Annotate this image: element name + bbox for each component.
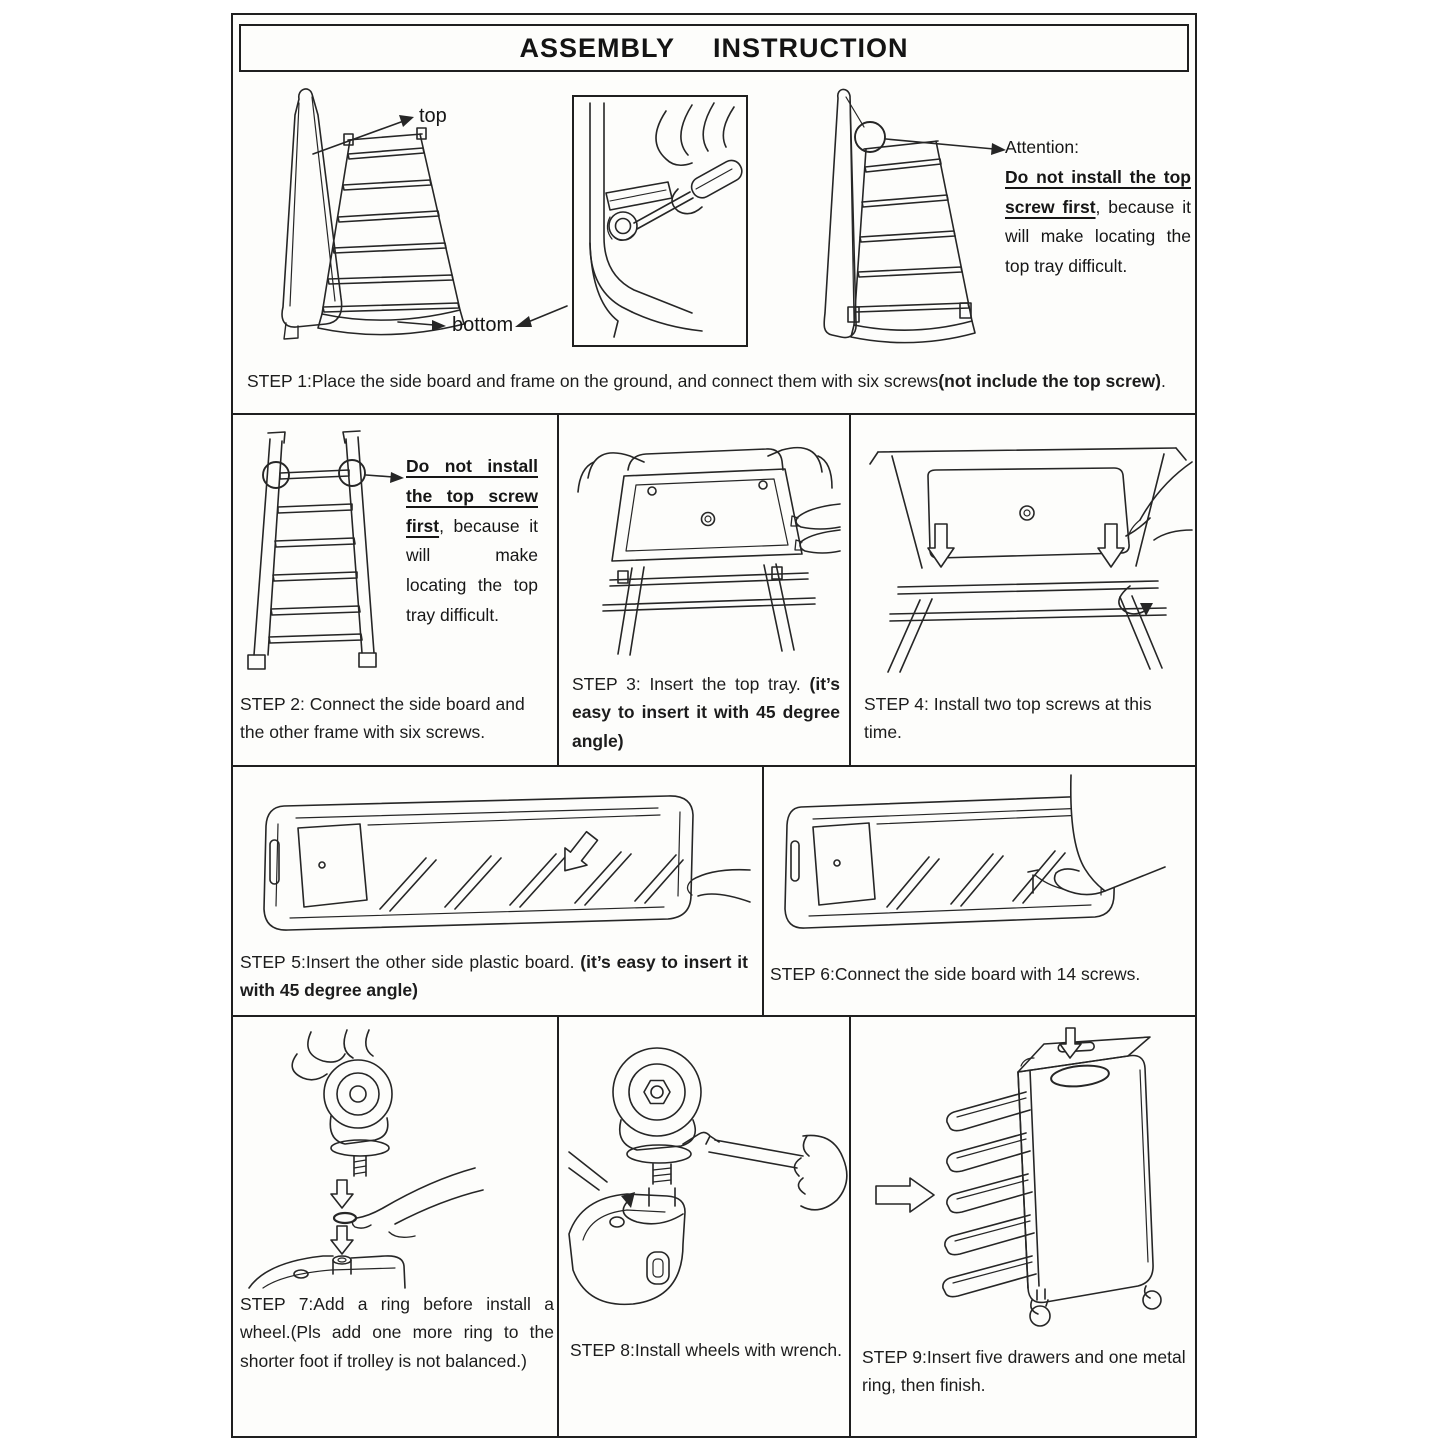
step6-shell-screws-illustration (765, 775, 1165, 950)
separator-line (557, 1015, 559, 1436)
step7-caption: STEP 7:Add a ring before install a wheel.(Pls add one more ring to the shorter foot if trolley is not balanced.) (240, 1294, 554, 1371)
step8-caption: STEP 8:Install wheels with wrench. (570, 1340, 843, 1360)
step1-caption: STEP 1:Place the side board and frame on the ground, and connect them with six screws(not include the top screw). (247, 371, 1166, 391)
step2-frame-illustration (240, 425, 405, 675)
rotate-arrow-icon (1119, 586, 1153, 616)
top-callout-arrow (313, 115, 414, 154)
step1-closeup-box (572, 95, 748, 347)
step2-note: Do not install the top screw first, because it will make locating the top tray difficult. (406, 456, 538, 625)
page-title: ASSEMBLY INSTRUCTION (519, 32, 909, 63)
down-arrow-icon (331, 1226, 353, 1254)
step6-caption: STEP 6:Connect the side board with 14 screws. (770, 964, 1141, 984)
step8-wheel-wrench-illustration (565, 1032, 847, 1322)
note-callout-arrow (366, 472, 404, 483)
insert-arrow-icon (554, 827, 603, 879)
metal-ring (1050, 1063, 1110, 1089)
step2-caption: STEP 2: Connect the side board and the other frame with six screws. (240, 694, 525, 743)
insert-arrow-icon (876, 1178, 934, 1212)
separator-line (233, 765, 1195, 767)
separator-line (762, 765, 764, 1015)
step4-caption: STEP 4: Install two top screws at this time. (864, 694, 1152, 743)
attention-note: Attention: Do not install the top screw first, because it will make locating the top tray difficult. (1005, 133, 1191, 282)
step5-shell-illustration (240, 778, 750, 946)
down-arrow-icon (1098, 524, 1124, 567)
document-frame (231, 13, 1197, 1438)
separator-line (849, 1015, 851, 1436)
step1-frame-overview-illustration (238, 82, 568, 367)
title-box (239, 24, 1189, 72)
step9-trolley-illustration (858, 1028, 1193, 1333)
down-arrow-icon (331, 1180, 353, 1208)
separator-line (233, 413, 1195, 415)
step9-caption: STEP 9:Insert five drawers and one metal ring, then finish. (862, 1347, 1186, 1396)
separator-line (557, 413, 559, 765)
step1-frame-attention-illustration (808, 85, 1008, 365)
step1-screw-closeup-illustration (574, 97, 742, 341)
step3-caption: STEP 3: Insert the top tray. (it’s easy to insert it with 45 degree angle) (572, 674, 840, 751)
attention-heading: Attention: (1005, 137, 1079, 157)
closeup-callout-arrow (515, 306, 567, 327)
separator-line (233, 1015, 1195, 1017)
step5-caption: STEP 5:Insert the other side plastic board. (it’s easy to insert it with 45 degree angle) (240, 952, 748, 1001)
attention-callout-arrow (886, 139, 1006, 155)
separator-line (849, 413, 851, 765)
top-screw-highlight-circle (855, 122, 885, 152)
down-arrow-icon (928, 524, 954, 567)
step3-tray-illustration (570, 428, 840, 663)
step4-tray-screws-illustration (862, 428, 1192, 683)
top-label: top (419, 105, 447, 127)
bottom-label: bottom (452, 314, 514, 336)
step7-wheel-ring-illustration (245, 1028, 555, 1290)
